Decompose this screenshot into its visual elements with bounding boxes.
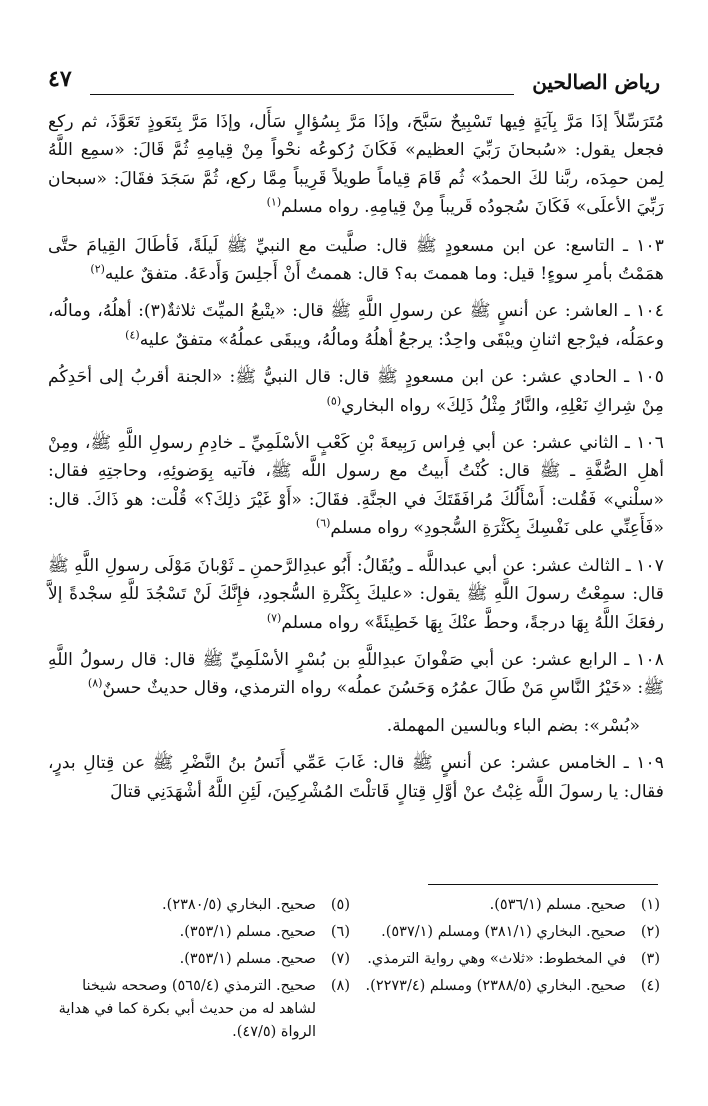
main-text [48,108,664,815]
footnote-ref: (٦) [315,516,331,530]
footnote-ref: (١) [266,195,282,209]
footnote-ref: (٤) [125,328,140,342]
page-header [44,62,664,102]
footnote: (٨) صحيح. الترمذي (٥٦٥/٤) وصححه شيخنا لشاهد له من حديث أبي بكرة كما في هداية الرواة (٤٧/٥). [58,978,350,1040]
paragraph: ١٠٩ ـ الخامس عشر: عن أنسٍ ﷺ قال: غَابَ عَمِّي أَنَسُ بنُ النَّضْرِ ﷺ عن قِتالِ بدرٍ، فقال: يا رسولَ اللَّه غِبْتُ عنْ أوَّلِ قِتالٍ قَاتلْتَ المُشْرِكِينَ، لَئِنِ اللَّهُ أشْهَدَنِي قتالَ [48,753,664,802]
footnote: (٧) صحيح. مسلم (٣٥٣/١). [179,951,350,967]
paragraph: ١٠٣ ـ التاسع: عن ابن مسعودٍ ﷺ قال: صلَّيت مع النبيِّ ﷺ لَيلَةً، فَأطَالَ القِيامَ حتَّى همَمْتُ بأمرِ سوءٍ! قيل: وما هممتَ به؟ قال: هممتُ أَنْ أَجلِسَ وَأَدعَهُ. متفقٌ عليه$^{(٢)}$ [48,235,664,285]
footnote: (٣) في المخطوط: «ثلاث» وهي رواية الترمذي. [367,951,660,967]
paragraph: ١٠٥ ـ الحادي عشر: عن ابن مسعودٍ ﷺ قال: قال النبيُّ ﷺ: «الجنة أقربُ إلى أحَدِكُم مِنْ شِراكِ نَعْلِهِ، والنَّارُ مِثْلُ ذَلِكَ» رواه البخاري$^{(٥)}$ [48,367,664,416]
paragraph: ١٠٦ ـ الثاني عشر: عن أبي فِراس رَبِيعةَ بْنِ كَعْبٍ الأسْلَمِيِّ ـ خادِمِ رسولِ اللَّهِ ﷺ، ومِنْ أهلِ الصُّفَّةِ ـ ﷺ قال: كُنْتُ أَبيتُ مع رسول اللَّه ﷺ، فآتيه بِوَضوئِهِ، وحاجتِهِ فقال: «سلْني» فَقُلت: أَسْأَلُكَ مُرافَقَتَكَ في الجنَّةِ. فقَالَ: «أَوْ غَيْرَ ذلِكَ؟» قُلْت: هو ذَاكَ. قال: «فَأَعِنِّي على نَفْسِكَ بِكَثْرَةِ السُّجودِ» رواه مسلم$^{(٦)}$ [48,433,664,539]
footnote: (٢) صحيح. البخاري (٣٨١/١) ومسلم (٥٣٧/١). [381,924,660,940]
footnote-column-left [50,894,350,1048]
paragraph: مُتَرَسِّلاً إذَا مَرَّ بِآيَةٍ فِيها تَسْبِيحٌ سَبَّحَ، وإذَا مَرَّ بِسُؤالٍ سَأَل، وإذَا مَرَّ بِتَعَوذٍ تَعَوَّذَ، ثم ركع فجعل يقول: «سُبحانَ رَبِّيَ العظيم» فَكَانَ رُكوعُه نحْواً مِنْ قِيامِهِ ثُمَّ قَالَ: «سمِع اللَّهُ لِمن حمِدَه، ربَّنا لكَ الحمدُ» ثُم قَامَ قِياماً طويلاً قَرِيباً مِمَّا ركع، ثُمَّ سَجَدَ فقَالَ: «سبحان رَبِّيَ الأعلَى» فَكَانَ سُجودُه قَريباً مِنْ قِيامِهِ. رواه مسلم$^{(١)}$ [48,112,664,218]
footnote-ref: (٥) [326,393,342,407]
footnote-ref: (٢) [90,262,105,276]
paragraph: ١٠٤ ـ العاشر: عن أنسٍ ﷺ عن رسولِ اللَّهِ ﷺ قال: «يتْبعُ الميِّتَ ثلاثةٌ(٣): أهلُهُ، ومالُه، وعمَلُه، فيرْجع اثنانِ ويبْقَى واحِدٌ: يرجعُ أهلُهُ ومالُهُ، ويبقَى عملُهُ» متفقٌ عليه$^{(٤)}$ [48,301,664,350]
footnotes [50,894,660,1048]
footnote: (٤) صحيح. البخاري (٢٣٨٨/٥) ومسلم (٢٢٧٣/٤). [365,978,660,994]
paragraph: ١٠٧ ـ الثالث عشر: عن أبي عبداللَّه ـ ويُقَالُ: أَبُو عبدِالرَّحمنِ ـ ثَوْبانَ مَوْلَى رسولِ اللَّهِ ﷺ قال: سمِعْتُ رسولَ اللَّهِ ﷺ يقول: «عليكَ بِكَثْرةِ السُّجودِ، فإِنَّكَ لَنْ تَسْجُدَ للَّهِ سجْدةً إلاَّ رفعَكَ اللَّهُ بِهَا درجةً، وحطَّ عنْكَ بِهَا خَطِيئَةً» رواه مسلم$^{(٧)}$ [48,555,664,633]
footnote-ref: (٧) [266,610,282,624]
footnote-column-right [360,894,660,1048]
footnote: (١) صحيح. مسلم (٥٣٦/١). [489,897,660,913]
paragraph: «بُسْر»: بضم الباء وبالسين المهملة. [386,715,640,736]
book-title: رياض الصالحين [532,70,660,94]
page-number: ٤٧ [48,66,72,92]
footnote-rule [428,884,658,885]
footnote: (٦) صحيح. مسلم (٣٥٣/١). [179,924,350,940]
header-rule [90,94,514,95]
footnote-ref: (٨) [87,676,103,690]
paragraph: ١٠٨ ـ الرابع عشر: عن أبي صَفْوانَ عبدِاللَّهِ بن بُسْرٍ الأسْلَمِيِّ ﷺ قال: قال رسولُ اللَّهِ ﷺ: «خَيْرُ النَّاسِ مَنْ طَالَ عمُرُه وَحَسُنَ عملُه» رواه الترمذي، وقال حديثٌ حسنٌ$^{(٨)}$ [48,649,664,699]
footnote: (٥) صحيح. البخاري (٢٣٨٠/٥). [162,897,350,913]
